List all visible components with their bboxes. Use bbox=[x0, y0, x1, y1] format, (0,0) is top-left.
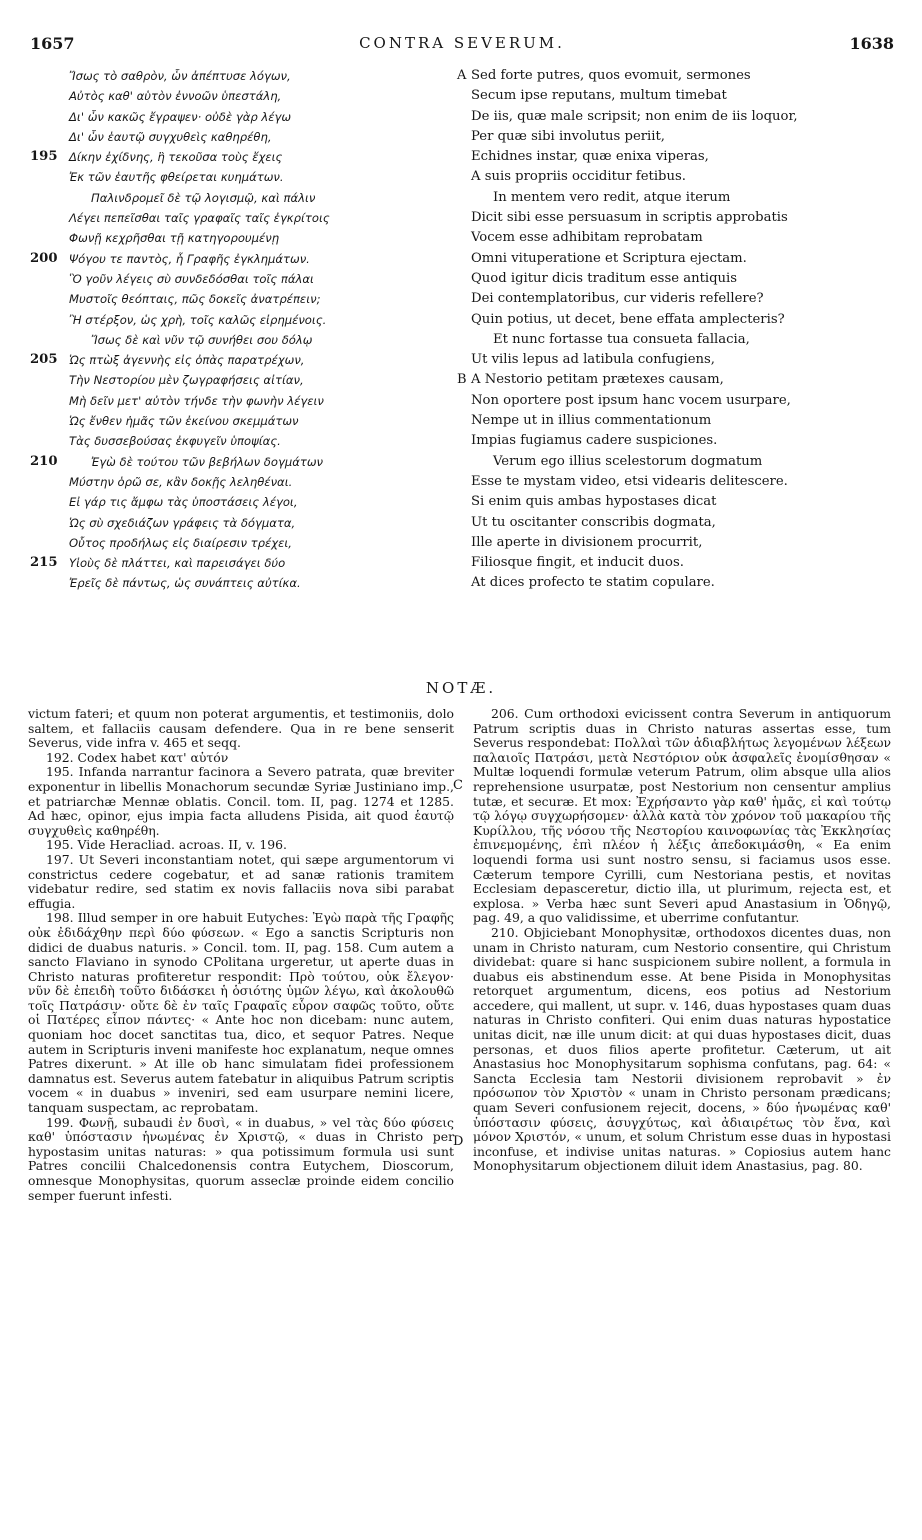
verse-line bbox=[30, 167, 896, 187]
greek-verse: Οὗτος προδήλως εἰς διαίρεσιν τρέχει, bbox=[69, 535, 292, 550]
greek-verse: Ἴσως δὲ καὶ νῦν τῷ συνήθει σου δόλῳ bbox=[91, 332, 313, 347]
latin-verse: Dei contemplatoribus, cur videris refellere? bbox=[471, 291, 764, 307]
verse-line bbox=[30, 249, 896, 269]
latin-verse: Verum ego illius scelestorum dogmatum bbox=[493, 453, 763, 469]
verse-line bbox=[30, 228, 896, 248]
greek-verse: Ψόγου τε παντὸς, ἧ Γραφῆς ἐγκλημάτων. bbox=[69, 251, 310, 266]
latin-verse: Vocem esse adhibitam reprobatam bbox=[471, 230, 703, 246]
note-paragraph: 206. Cum orthodoxi evicissent contra Severum in antiquorum Patrum scriptis duas in Christo naturas assertas esse, tum Severus respondebat: Πολλαὶ τῶν ἀδιαβλήτως λεγομένων λέξεων παλαιοῖς Πατράσι, μετὰ Νεστόριον οὐκ ἀσφαλεῖς ἐνομίσθησαν « Multæ loquendi formulæ veterum Patrum, olim absque ulla alios reprehensione usurpatæ, post Nestorium non censentur amplius tutæ, et securæ. Et mox: Ἐχρήσαντο γὰρ καθ' ἡμᾶς, εἰ καὶ τούτῳ τῷ λόγῳ συγχωρήσομεν· ἀλλὰ κατὰ τὸν χρόνον τοῦ μακαρίου τῆς Κυρίλλου, τῆς νόσου τῆς Νεστορίου καινοφωνίας τὰς Ἐκκλησίας ἐπινεμομένης, ἐπὶ πλέον ἡ λέξις ἀπεδοκιμάσθη, « Ea enim loquendi forma usi sunt nostro sensu, si faciamus usos esse. Cæterum tempore Cyrilli, cum Nestoriana pestis, et novitas Ecclesiam depasceretur, dictio illa, ut plurimum, rejecta est, et explosa. » Verba hæc sunt Severi apud Anastasium in Ὁδηγῷ, pag. 49, a quo validissime, et uberrime confutantur. bbox=[473, 706, 891, 926]
running-header bbox=[30, 34, 894, 58]
verse-line bbox=[30, 66, 896, 86]
verse-line bbox=[30, 127, 896, 147]
greek-verse: Ὡς σὺ σχεδιάζων γράφεις τὰ δόγματα, bbox=[69, 515, 296, 530]
greek-verse: Αὐτὸς καθ' αὑτὸν ἐννοῶν ὑπεστάλη, bbox=[69, 89, 282, 104]
verse-line bbox=[30, 391, 896, 411]
margin-letter-c: C bbox=[453, 778, 463, 793]
latin-verse: Impias fugiamus cadere suspiciones. bbox=[471, 433, 718, 449]
verse-line bbox=[30, 431, 896, 451]
page-number-left: 1657 bbox=[30, 34, 75, 53]
greek-verse: Φωνῇ κεχρῆσθαι τῇ κατηγορουμένῃ bbox=[69, 231, 280, 246]
greek-verse: Μὴ δεῖν μετ' αὐτὸν τήνδε τὴν φωνὴν λέγειν bbox=[69, 393, 324, 408]
verse-number: 215 bbox=[30, 555, 58, 571]
note-paragraph: 199. Φωνῇ, subaudi ἐν δυσὶ, « in duabus, » vel τὰς δύο φύσεις καθ' ὑπόστασιν ἡνωμένας ἐν Χριστῷ, « duas in Christo per hypostasim unitas naturas: » qua potissimum formula usi sunt Patres concilii Chalcedonensis contra Eutychem, Dioscorum, omnesque Monophysitas, quorum asseclæ proinde eidem concilio semper fuerunt infesti. bbox=[28, 1114, 454, 1203]
greek-verse: Εἰ γάρ τις ἄμφω τὰς ὑποστάσεις λέγοι, bbox=[69, 495, 298, 510]
latin-verse: Nempe ut in illius commentationum bbox=[471, 413, 712, 429]
greek-verse: Λέγει πεπεῖσθαι ταῖς γραφαῖς ταῖς ἐγκρίτοις bbox=[69, 211, 330, 226]
latin-verse: Echidnes instar, quæ enixa viperas, bbox=[471, 149, 709, 165]
verse-line bbox=[30, 513, 896, 533]
verse-number: 200 bbox=[30, 250, 58, 266]
verse-line bbox=[30, 350, 896, 370]
greek-verse: Ἐρεῖς δὲ πάντως, ὡς συνάπτεις αὐτίκα. bbox=[69, 576, 301, 591]
latin-verse: Dicit sibi esse persuasum in scriptis approbatis bbox=[471, 210, 788, 226]
verse-line bbox=[30, 553, 896, 573]
latin-verse: Ille aperte in divisionem procurrit, bbox=[471, 534, 703, 550]
verse-line bbox=[30, 492, 896, 512]
greek-verse: Υἱοὺς δὲ πλάττει, καὶ παρεισάγει δύο bbox=[69, 556, 286, 571]
verse-line bbox=[30, 330, 896, 350]
margin-letter-d: D bbox=[453, 1134, 464, 1149]
verse-line bbox=[30, 533, 896, 553]
notes-column-right bbox=[473, 707, 891, 1174]
greek-verse: Τὴν Νεστορίου μὲν ζωγραφήσεις αἰτίαν, bbox=[69, 373, 304, 388]
latin-verse: De iis, quæ male scripsit; non enim de iis loquor, bbox=[471, 108, 798, 124]
greek-verse: Ἐγὼ δὲ τούτου τῶν βεβήλων δογμάτων bbox=[91, 454, 324, 469]
latin-verse: Quod igitur dicis traditum esse antiquis bbox=[471, 270, 738, 286]
latin-verse: Sed forte putres, quos evomuit, sermones bbox=[471, 68, 751, 83]
greek-verse: Παλινδρομεῖ δὲ τῷ λογισμῷ, καὶ πάλιν bbox=[91, 190, 316, 205]
latin-verse: Ut tu oscitanter conscribis dogmata, bbox=[471, 514, 716, 530]
verse-line bbox=[30, 107, 896, 127]
page-number-right: 1638 bbox=[849, 34, 894, 53]
verse-number: 205 bbox=[30, 352, 58, 368]
greek-verse: Ἐκ τῶν ἑαυτῆς φθείρεται κυημάτων. bbox=[69, 170, 284, 185]
greek-verse: Δίκην ἐχίδνης, ἣ τεκοῦσα τοὺς ἔχεις bbox=[69, 150, 283, 165]
latin-verse: Secum ipse reputans, multum timebat bbox=[471, 88, 727, 104]
greek-verse: Ὡς πτὼξ ἀγεννὴς εἰς ὀπὰς παρατρέχων, bbox=[69, 353, 305, 368]
verse-line bbox=[30, 289, 896, 309]
verse-line bbox=[30, 370, 896, 390]
latin-verse: In mentem vero redit, atque iterum bbox=[493, 189, 731, 205]
note-paragraph: 195. Infanda narrantur facinora a Severo patrata, quæ breviter exponentur in libellis Monachorum secundæ Syriæ Justiniano imp., et patriarchæ Mennæ oblatis. Concil. tom. II, pag. 1274 et 1285. Ad hæc, opinor, ejus impia facta alludens Pisida, ait quod ἑαυτῷ συγχυθεὶς καθηρέθη. bbox=[28, 764, 454, 838]
verse-block bbox=[30, 66, 896, 594]
greek-verse: Μύστην ὁρῶ σε, κἂν δοκῇς λεληθέναι. bbox=[69, 474, 293, 489]
latin-verse: Et nunc fortasse tua consueta fallacia, bbox=[493, 331, 750, 347]
note-paragraph: 192. Codex habet κατ' αὑτόν bbox=[46, 749, 229, 765]
margin-letter: B bbox=[457, 372, 467, 388]
latin-verse: Ut vilis lepus ad latibula confugiens, bbox=[471, 352, 715, 368]
verse-line bbox=[30, 188, 896, 208]
greek-verse: Δι' ὧν ἑαυτῷ συγχυθεὶς καθηρέθη, bbox=[69, 129, 272, 144]
latin-verse: Per quæ sibi involutus periit, bbox=[471, 128, 665, 144]
note-paragraph: 210. Objiciebant Monophysitæ, orthodoxos dicentes duas, non unam in Christo naturam, cum Nestorio consentire, qui Christum dividebat: quare si hanc suspicionem subire nollent, a formula in duabus eis abstinendum esse. At bene Pisida in Monophysitas retorquet argumentum, dicens, eos potius ad Nestorium accedere, qui mallent, ut supr. v. 146, duas hypostases quam duas naturas in Christo confiteri. Qui enim duas naturas hypostatice unitas dicit, næ ille unum dicit: at qui duas hypostases dicit, duas personas, et duos filios aperte profitetur. Cæterum, ut ait Anastasius hoc Monophysitarum sophisma confutans, pag. 64: « Sancta Ecclesia tam Nestorii divisionem reprobavit » ἐν πρόσωπον τὸν Χριστὸν « unam in Christo personam prædicans; quam Severi confusionem rejecit, docens, » δύο ἡνωμένας καθ' ὑπόστασιν φύσεις, ἀσυγχύτως, καὶ ἀδιαιρέτως τὸν ἕνα, καὶ μόνον Χριστόν, « unum, et solum Christum esse duas in hypostasi inconfuse, et indivise unitas naturas. » Copiosius autem hanc Monophysitarum objectionem diluit idem Anastasius, pag. 80. bbox=[473, 924, 891, 1174]
greek-verse: Ὃ γοῦν λέγεις σὺ συνδεδόσθαι τοῖς πάλαι bbox=[69, 271, 314, 286]
verse-line bbox=[30, 452, 896, 472]
latin-verse: Omni vituperatione et Scriptura ejectam. bbox=[471, 250, 747, 266]
margin-letter: A bbox=[457, 68, 467, 83]
page-title: CONTRA SEVERUM. bbox=[359, 34, 565, 52]
verse-line bbox=[30, 472, 896, 492]
greek-verse: Ἴσως τὸ σαθρὸν, ὧν ἀπέπτυσε λόγων, bbox=[69, 69, 291, 83]
verse-line bbox=[30, 208, 896, 228]
latin-verse: Non oportere post ipsum hanc vocem usurpare, bbox=[471, 392, 791, 408]
note-paragraph: 197. Ut Severi inconstantiam notet, qui sæpe argumentorum vi constrictus cedere cogebatur, et ad sanæ rationis tramitem videbatur redire, sed statim ex novis fallaciis nova sibi parabat effugia. bbox=[28, 851, 454, 911]
verse-number: 195 bbox=[30, 149, 58, 165]
latin-verse: A Nestorio petitam prætexes causam, bbox=[471, 372, 724, 388]
latin-verse: Esse te mystam video, etsi videaris delitescere. bbox=[471, 473, 788, 489]
greek-verse: Ἢ στέρξον, ὡς χρὴ, τοῖς καλῶς εἰρημένοις. bbox=[69, 312, 327, 327]
greek-verse: Μυστοῖς θεόπταις, πῶς δοκεῖς ἀνατρέπειν; bbox=[69, 292, 321, 307]
greek-verse: Δι' ὧν κακῶς ἔγραψεν· οὐδὲ γὰρ λέγω bbox=[69, 109, 292, 124]
verse-line bbox=[30, 86, 896, 106]
latin-verse: Filiosque fingit, et inducit duos. bbox=[471, 555, 684, 571]
notes-column-left bbox=[28, 707, 454, 1203]
latin-verse: At dices profecto te statim copulare. bbox=[471, 575, 715, 591]
verse-line bbox=[30, 310, 896, 330]
note-paragraph: 195. Vide Heracliad. acroas. II, v. 196. bbox=[46, 837, 287, 853]
latin-verse: Quin potius, ut decet, bene effata amplecteris? bbox=[471, 311, 785, 327]
note-paragraph: 198. Illud semper in ore habuit Eutyches: Ἐγὼ παρὰ τῆς Γραφῆς οὐκ ἐδιδάχθην περὶ δύο φύσεων. « Ego a sanctis Scripturis non didici de duabus naturis. » Concil. tom. II, pag. 158. Cum autem a sancto Flaviano in synodo CPolitana urgeretur, ut aperte duas in Christo naturas profiteretur respondit: Πρὸ τούτου, οὐκ ἔλεγον· νῦν δὲ ἐπειδὴ τοῦτο διδάσκει ἡ ὁσιότης ὑμῶν λέγω, καὶ ἀκολουθῶ τοῖς Πατράσιν· οὔτε δὲ ἐν ταῖς Γραφαῖς εὗρον σαφῶς τοῦτο, οὔτε οἱ Πατέρες εἶπον πάντες· « Ante hoc non dicebam: nunc autem, quoniam hoc docet sanctitas tua, dico, et sequor Patres. Neque autem in Scripturis inveni manifeste hoc explanatum, neque omnes Patres dixerunt. » At ille ob hanc simulatam fidei professionem damnatus est. Severus autem fatebatur in aliquibus Patrum scriptis vocem « in duabus » inveniri, sed eam usurpare nemini licere, tanquam suspectam, ac reprobatam. bbox=[28, 910, 454, 1116]
latin-verse: A suis propriis occiditur fetibus. bbox=[471, 169, 686, 185]
verse-number: 210 bbox=[30, 453, 58, 469]
verse-line bbox=[30, 411, 896, 431]
verse-line bbox=[30, 573, 896, 593]
greek-verse: Τὰς δυσσεβούσας ἐκφυγεῖν ὑποψίας. bbox=[69, 434, 281, 449]
note-paragraph: victum fateri; et quum non poterat argumentis, et testimoniis, dolo saltem, et fallaciis causam defendere. Qua in re bene senserit Severus, vide infra v. 465 et seqq. bbox=[28, 706, 454, 751]
notes-heading: NOTÆ. bbox=[425, 679, 497, 697]
greek-verse: Ὡς ἔνθεν ἡμᾶς τῶν ἐκείνου σκεμμάτων bbox=[69, 414, 299, 429]
verse-line bbox=[30, 269, 896, 289]
verse-line bbox=[30, 147, 896, 167]
latin-verse: Si enim quis ambas hypostases dicat bbox=[471, 494, 717, 510]
